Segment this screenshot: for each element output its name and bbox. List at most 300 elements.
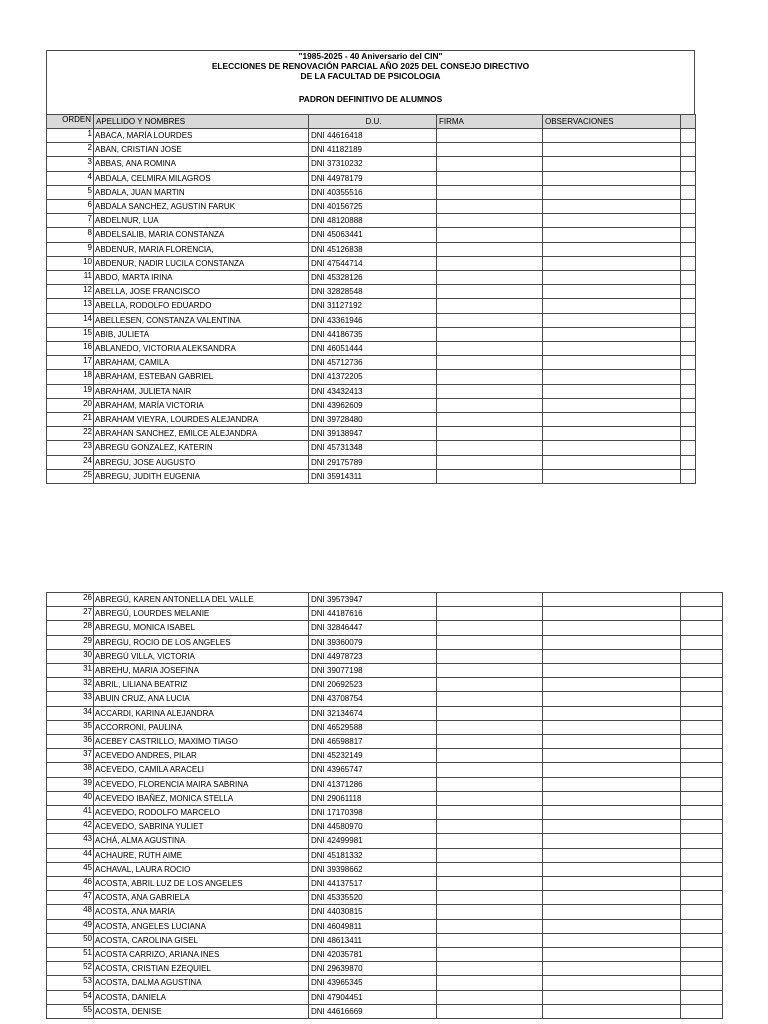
nombre-cell: ABELLESEN, CONSTANZA VALENTINA [94,313,309,327]
nombre-cell: ABRIL, LILIANA BEATRIZ [94,678,309,692]
table-row [47,143,696,157]
orden-cell: 1 [47,129,94,143]
du-cell: DNI 32846447 [309,621,437,635]
observaciones-cell [543,441,681,455]
nombre-cell: ACCORRONI, PAULINA [94,720,309,734]
du-cell: DNI 29175789 [309,455,437,469]
du-cell: DNI 17170398 [309,806,437,820]
orden-cell: 32 [47,678,94,692]
orden-cell: 37 [47,749,94,763]
table-row [47,242,696,256]
firma-cell[interactable] [437,313,543,327]
firma-cell[interactable] [437,384,543,398]
nombre-cell: ACHAURE, RUTH AIME [94,848,309,862]
table-row [47,962,723,976]
firma-cell[interactable] [437,692,543,706]
extra-cell [681,342,696,356]
observaciones-cell [543,777,681,791]
firma-cell[interactable] [437,635,543,649]
extra-cell [681,635,723,649]
du-cell: DNI 44978723 [309,649,437,663]
observaciones-cell [543,200,681,214]
orden-cell: 3 [47,157,94,171]
observaciones-cell [543,271,681,285]
firma-cell[interactable] [437,664,543,678]
du-cell: DNI 46598817 [309,735,437,749]
table-row [47,877,723,891]
extra-cell [681,976,723,990]
firma-cell[interactable] [437,891,543,905]
observaciones-cell [543,384,681,398]
table-row [47,370,696,384]
nombre-cell: ACEBEY CASTRILLO, MAXIMO TIAGO [94,735,309,749]
orden-cell: 36 [47,735,94,749]
firma-cell[interactable] [437,820,543,834]
observaciones-cell [543,735,681,749]
orden-cell: 8 [47,228,94,242]
firma-cell[interactable] [437,720,543,734]
orden-cell: 33 [47,692,94,706]
nombre-cell: ACOSTA, CRISTIAN EZEQUIEL [94,962,309,976]
firma-cell[interactable] [437,834,543,848]
firma-cell[interactable] [437,398,543,412]
firma-cell[interactable] [437,143,543,157]
firma-cell[interactable] [437,976,543,990]
du-cell: DNI 44580970 [309,820,437,834]
nombre-cell: ABBAS, ANA ROMINA [94,157,309,171]
orden-cell: 40 [47,791,94,805]
orden-cell: 13 [47,299,94,313]
observaciones-cell [543,313,681,327]
extra-cell [681,200,696,214]
observaciones-cell [543,749,681,763]
firma-cell[interactable] [437,593,543,607]
nombre-cell: ABLANEDO, VICTORIA ALEKSANDRA [94,342,309,356]
nombre-cell: ACOSTA, ABRIL LUZ DE LOS ANGELES [94,877,309,891]
orden-cell: 29 [47,635,94,649]
nombre-cell: ABDENUR, MARIA FLORENCIA, [94,242,309,256]
table-row [47,820,723,834]
orden-cell: 48 [47,905,94,919]
firma-cell[interactable] [437,228,543,242]
orden-cell: 50 [47,933,94,947]
nombre-cell: ACCARDI, KARINA ALEJANDRA [94,706,309,720]
firma-cell[interactable] [437,242,543,256]
observaciones-cell [543,649,681,663]
nombre-cell: ABDALA, JUAN MARTIN [94,185,309,199]
observaciones-cell [543,763,681,777]
firma-cell[interactable] [437,427,543,441]
orden-cell: 2 [47,143,94,157]
observaciones-cell [543,635,681,649]
firma-cell[interactable] [437,271,543,285]
firma-cell[interactable] [437,441,543,455]
orden-cell: 31 [47,664,94,678]
orden-cell: 11 [47,271,94,285]
table-row [47,806,723,820]
extra-cell [681,948,723,962]
du-cell: DNI 41372205 [309,370,437,384]
nombre-cell: ABREGU, MONICA ISABEL [94,621,309,635]
extra-cell [681,834,723,848]
observaciones-cell [543,356,681,370]
firma-cell[interactable] [437,763,543,777]
firma-cell[interactable] [437,905,543,919]
extra-cell [681,469,696,483]
table-row [47,299,696,313]
orden-cell: 44 [47,848,94,862]
du-cell: DNI 41371286 [309,777,437,791]
firma-cell[interactable] [437,848,543,862]
nombre-cell: ABELLA, RODOLFO EDUARDO [94,299,309,313]
du-cell: DNI 35914311 [309,469,437,483]
du-cell: DNI 46529588 [309,720,437,734]
extra-cell [681,157,696,171]
extra-cell [681,256,696,270]
du-cell: DNI 39398662 [309,862,437,876]
table-row [47,891,723,905]
election-title: ELECCIONES DE RENOVACIÓN PARCIAL AÑO 2025 DEL CONSEJO DIRECTIVO [211,61,530,71]
nombre-cell: ACOSTA, DENISE [94,1004,309,1018]
table-row [47,157,696,171]
orden-cell: 51 [47,948,94,962]
extra-cell [681,143,696,157]
extra-cell [681,763,723,777]
table-row [47,649,723,663]
firma-cell[interactable] [437,777,543,791]
table-row [47,621,723,635]
firma-cell[interactable] [437,171,543,185]
nombre-cell: ABELLA, JOSE FRANCISCO [94,285,309,299]
extra-cell [681,990,723,1004]
firma-cell[interactable] [437,200,543,214]
extra-cell [681,1004,723,1018]
du-cell: DNI 44978179 [309,171,437,185]
extra-cell [681,413,696,427]
orden-cell: 38 [47,763,94,777]
firma-cell[interactable] [437,948,543,962]
table-row [47,720,723,734]
du-cell: DNI 39077198 [309,664,437,678]
du-cell: DNI 42035781 [309,948,437,962]
orden-header: ORDEN [47,115,94,129]
nombre-cell: ABIB, JULIETA [94,327,309,341]
nombre-cell: ABDALA SANCHEZ, AGUSTIN FARUK [94,200,309,214]
orden-cell: 18 [47,370,94,384]
nombre-cell: ACOSTA, ANGELES LUCIANA [94,919,309,933]
nombre-cell: ABRAHAN SANCHEZ, EMILCE ALEJANDRA [94,427,309,441]
extra-cell [681,877,723,891]
extra-cell [681,242,696,256]
firma-cell[interactable] [437,749,543,763]
nombre-cell: ABUIN CRUZ, ANA LUCIA [94,692,309,706]
table-row [47,593,723,607]
nombre-header: APELLIDO Y NOMBRES [94,115,309,129]
table-row [47,384,696,398]
orden-cell: 21 [47,413,94,427]
observaciones-cell [543,398,681,412]
du-cell: DNI 45232149 [309,749,437,763]
observaciones-cell [543,157,681,171]
du-cell: DNI 40156725 [309,200,437,214]
extra-cell [681,185,696,199]
du-cell: DNI 29639870 [309,962,437,976]
du-cell: DNI 39573947 [309,593,437,607]
du-cell: DNI 45181332 [309,848,437,862]
orden-cell: 47 [47,891,94,905]
table-row [47,256,696,270]
observaciones-cell [543,791,681,805]
orden-cell: 22 [47,427,94,441]
nombre-cell: ACEVEDO, CAMILA ARACELI [94,763,309,777]
table-row [47,228,696,242]
nombre-cell: ABAN, CRISTIAN JOSE [94,143,309,157]
extra-cell [681,692,723,706]
table-row [47,200,696,214]
extra-cell [681,441,696,455]
du-cell: DNI 45063441 [309,228,437,242]
table-row [47,469,696,483]
du-cell: DNI 39360079 [309,635,437,649]
padron-table-page-2 [46,592,723,1019]
du-cell: DNI 47904451 [309,990,437,1004]
firma-cell[interactable] [437,129,543,143]
extra-cell [681,777,723,791]
extra-cell [681,356,696,370]
observaciones-cell [543,891,681,905]
observaciones-cell [543,664,681,678]
observaciones-cell [543,706,681,720]
nombre-cell: ACEVEDO, RODOLFO MARCELO [94,806,309,820]
du-cell: DNI 46051444 [309,342,437,356]
observaciones-cell [543,919,681,933]
nombre-cell: ACEVEDO ANDRES, PILAR [94,749,309,763]
firma-cell[interactable] [437,455,543,469]
extra-cell [681,271,696,285]
du-cell: DNI 43965345 [309,976,437,990]
extra-cell [681,621,723,635]
table-row [47,749,723,763]
table-row [47,285,696,299]
table-row [47,185,696,199]
du-cell: DNI 43962609 [309,398,437,412]
firma-cell[interactable] [437,256,543,270]
du-cell: DNI 40355516 [309,185,437,199]
table-row [47,327,696,341]
extra-cell [681,649,723,663]
extra-cell [681,962,723,976]
orden-cell: 7 [47,214,94,228]
orden-cell: 5 [47,185,94,199]
orden-cell: 4 [47,171,94,185]
firma-cell[interactable] [437,1004,543,1018]
nombre-cell: ABREGÚ VILLA, VICTORIA [94,649,309,663]
extra-cell [681,820,723,834]
du-cell: DNI 45731348 [309,441,437,455]
du-cell: DNI 39138947 [309,427,437,441]
orden-cell: 55 [47,1004,94,1018]
nombre-cell: ABREHU, MARIA JOSEFINA [94,664,309,678]
orden-cell: 10 [47,256,94,270]
extra-cell [681,862,723,876]
padron-table-page-1 [46,114,696,484]
observaciones-cell [543,129,681,143]
observaciones-cell [543,427,681,441]
firma-cell[interactable] [437,735,543,749]
observaciones-cell [543,948,681,962]
table-row [47,171,696,185]
firma-cell[interactable] [437,877,543,891]
firma-cell[interactable] [437,933,543,947]
nombre-cell: ABDO, MARTA IRINA [94,271,309,285]
table-row [47,948,723,962]
nombre-cell: ABRAHAM, CAMILA [94,356,309,370]
orden-cell: 19 [47,384,94,398]
extra-cell [681,806,723,820]
extra-cell [681,791,723,805]
du-cell: DNI 32828548 [309,285,437,299]
table-row [47,1004,723,1018]
nombre-cell: ACOSTA, CAROLINA GISEL [94,933,309,947]
du-cell: DNI 44616418 [309,129,437,143]
nombre-cell: ACOSTA, ANA GABRIELA [94,891,309,905]
observaciones-cell [543,185,681,199]
orden-cell: 35 [47,720,94,734]
du-cell: DNI 43965747 [309,763,437,777]
extra-cell [681,214,696,228]
observaciones-cell [543,820,681,834]
nombre-cell: ABDALA, CELMIRA MILAGROS [94,171,309,185]
extra-cell [681,735,723,749]
extra-cell [681,848,723,862]
observaciones-cell [543,455,681,469]
firma-cell[interactable] [437,806,543,820]
orden-cell: 41 [47,806,94,820]
orden-cell: 16 [47,342,94,356]
extra-cell [681,129,696,143]
orden-cell: 46 [47,877,94,891]
observaciones-cell [543,806,681,820]
extra-cell [681,664,723,678]
observaciones-cell [543,299,681,313]
du-cell: DNI 31127192 [309,299,437,313]
table-row [47,678,723,692]
observaciones-cell [543,242,681,256]
table-row [47,735,723,749]
firma-cell[interactable] [437,621,543,635]
extra-cell [681,455,696,469]
anniversary-line: "1985-2025 - 40 Aniversario del CIN" [298,51,443,61]
table-row [47,692,723,706]
orden-cell: 20 [47,398,94,412]
nombre-cell: ABRAHAM, JULIETA NAIR [94,384,309,398]
table-row [47,990,723,1004]
table-row [47,607,723,621]
du-cell: DNI 47544714 [309,256,437,270]
firma-cell[interactable] [437,919,543,933]
du-cell: DNI 32134674 [309,706,437,720]
table-row [47,214,696,228]
nombre-cell: ACHAVAL, LAURA ROCIO [94,862,309,876]
orden-cell: 34 [47,706,94,720]
padron-title: PADRON DEFINITIVO DE ALUMNOS [298,94,443,104]
firma-cell[interactable] [437,214,543,228]
observaciones-header: OBSERVACIONES [543,115,681,129]
firma-cell[interactable] [437,185,543,199]
nombre-cell: ABACA, MARÍA LOURDES [94,129,309,143]
du-cell: DNI 45712736 [309,356,437,370]
du-cell: DNI 45335520 [309,891,437,905]
nombre-cell: ACHÁ, ALMA AGUSTINA [94,834,309,848]
du-cell: DNI 48120888 [309,214,437,228]
table-row [47,413,696,427]
firma-cell[interactable] [437,649,543,663]
firma-cell[interactable] [437,356,543,370]
extra-cell [681,427,696,441]
firma-cell[interactable] [437,706,543,720]
firma-cell[interactable] [437,342,543,356]
orden-cell: 17 [47,356,94,370]
table-row [47,848,723,862]
du-cell: DNI 48613411 [309,933,437,947]
firma-cell[interactable] [437,299,543,313]
firma-cell[interactable] [437,327,543,341]
table-row [47,905,723,919]
table-row [47,271,696,285]
nombre-cell: ACOSTA, DANIELA [94,990,309,1004]
nombre-cell: ABREGU, JUDITH EUGENIA [94,469,309,483]
du-cell: DNI 43708754 [309,692,437,706]
firma-cell[interactable] [437,469,543,483]
du-cell: DNI 42499981 [309,834,437,848]
orden-cell: 49 [47,919,94,933]
firma-cell[interactable] [437,962,543,976]
firma-cell[interactable] [437,285,543,299]
firma-cell[interactable] [437,157,543,171]
firma-cell[interactable] [437,413,543,427]
table-row [47,313,696,327]
observaciones-cell [543,342,681,356]
observaciones-cell [543,228,681,242]
orden-cell: 52 [47,962,94,976]
du-cell: DNI 29061118 [309,791,437,805]
du-cell: DNI 44186735 [309,327,437,341]
orden-cell: 53 [47,976,94,990]
firma-cell[interactable] [437,607,543,621]
firma-cell[interactable] [437,370,543,384]
observaciones-cell [543,720,681,734]
table-row [47,777,723,791]
firma-cell[interactable] [437,791,543,805]
table-row [47,919,723,933]
extra-cell [681,398,696,412]
du-cell: DNI 37310232 [309,157,437,171]
nombre-cell: ABREGU, JOSE AUGUSTO [94,455,309,469]
du-cell: DNI 39728480 [309,413,437,427]
firma-cell[interactable] [437,678,543,692]
extra-cell [681,171,696,185]
firma-cell[interactable] [437,862,543,876]
nombre-cell: ACOSTA, ANA MARIA [94,905,309,919]
observaciones-cell [543,962,681,976]
du-cell: DNI 46049811 [309,919,437,933]
observaciones-cell [543,607,681,621]
observaciones-cell [543,143,681,157]
faculty-title: DE LA FACULTAD DE PSICOLOGIA [300,71,441,81]
firma-cell[interactable] [437,990,543,1004]
du-cell: DNI 44616669 [309,1004,437,1018]
table-row [47,427,696,441]
